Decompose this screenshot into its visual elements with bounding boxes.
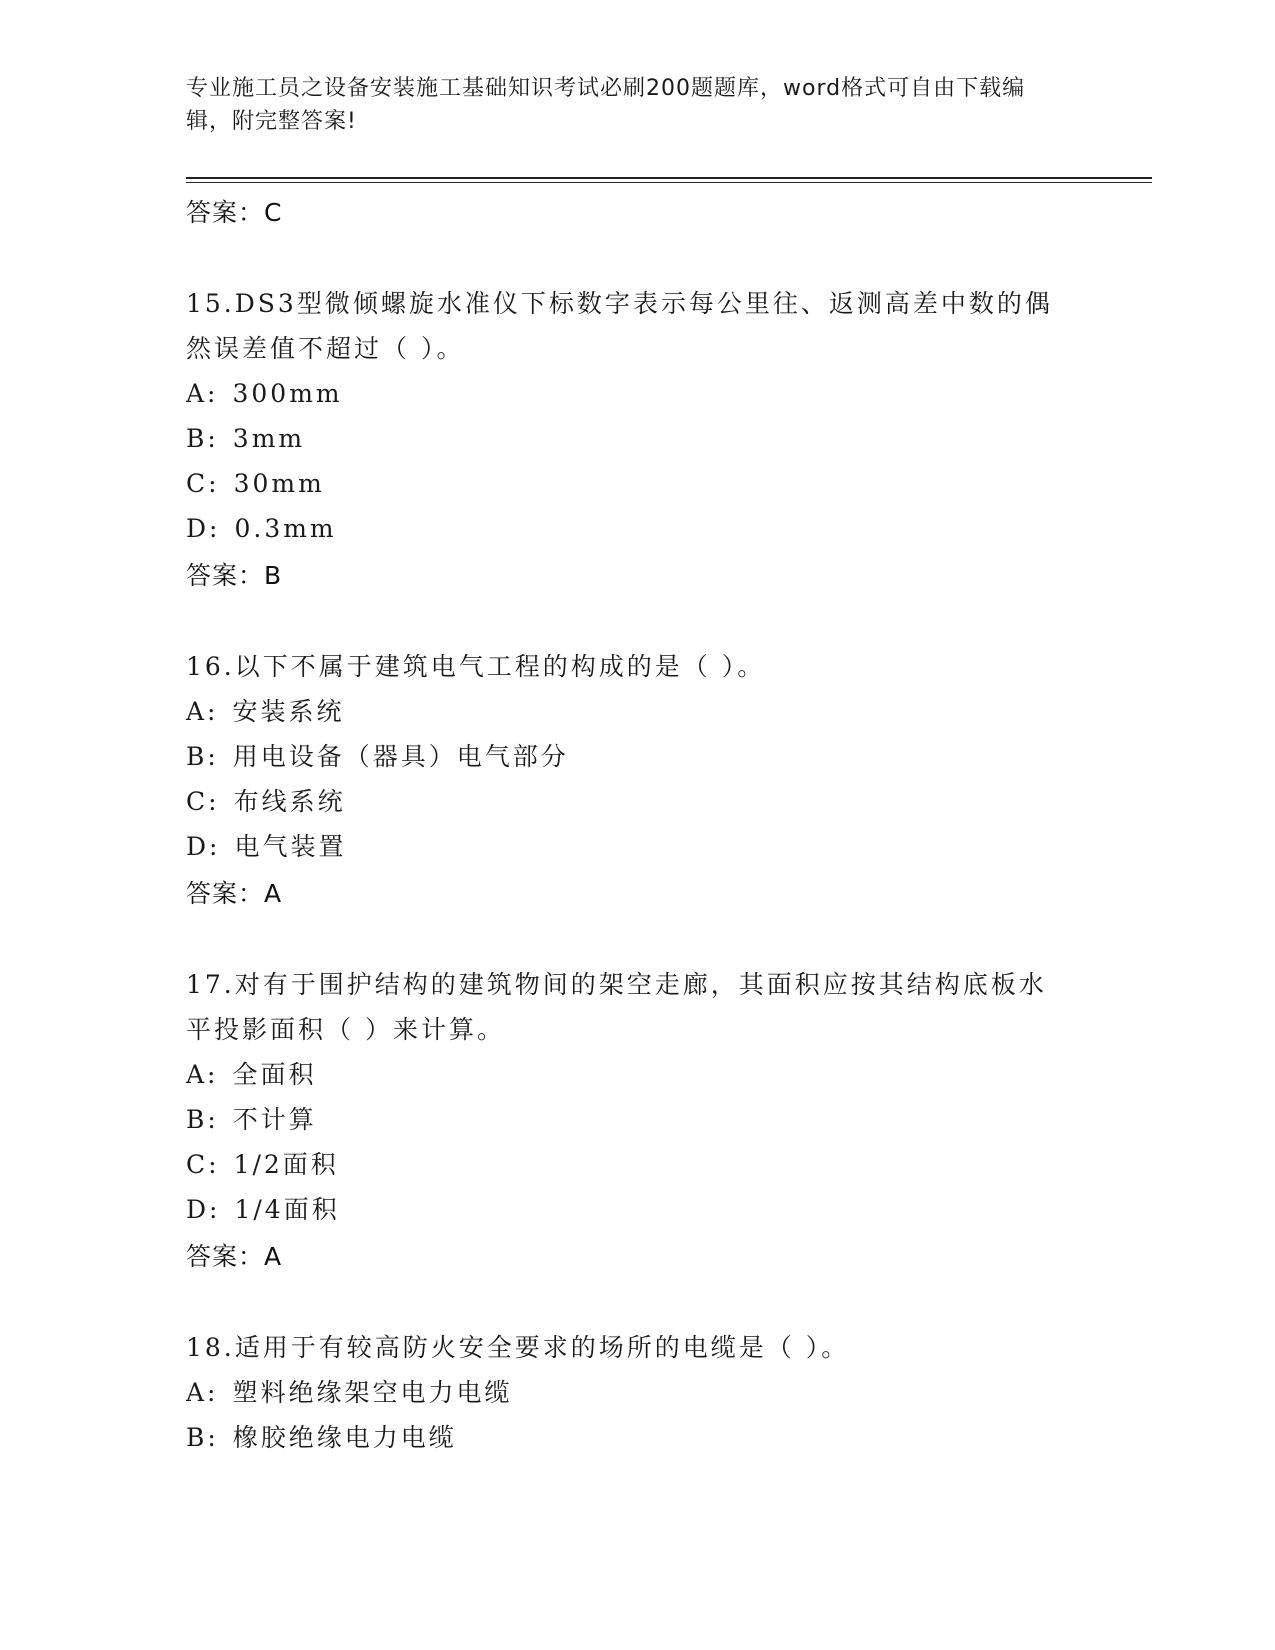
option-letter: B: [186,1105,219,1134]
option-b [186,1415,1086,1460]
option-letter: D: [186,1195,221,1224]
option-letter: A: [186,697,219,726]
document-header: 专业施工员之设备安装施工基础知识考试必刷200题题库，word格式可自由下载编辑，附完整答案! [186,76,1026,134]
option-text: 0.3mm [234,514,337,543]
question-17 [186,962,1086,1280]
option-text: 安装系统 [232,697,345,726]
question-15 [186,281,1086,599]
option-letter: A: [186,379,219,408]
option-c [186,461,1086,506]
option-text: 1/2面积 [233,1150,339,1179]
option-text: 塑料绝缘架空电力电缆 [232,1378,513,1407]
answer: 答案：B [186,561,283,590]
answer: 答案：A [186,879,283,908]
option-letter: B: [186,424,219,453]
answer: 答案：A [186,1242,283,1271]
option-a [186,1052,1086,1097]
option-letter: A: [186,1378,219,1407]
header-rule [186,177,1152,179]
option-text: 橡胶绝缘电力电缆 [232,1423,457,1452]
question-stem: 15.DS3型微倾螺旋水准仪下标数字表示每公里往、返测高差中数的偶然误差值不超过（ ）。 [186,289,1053,363]
option-a [186,371,1086,416]
option-letter: C: [186,787,220,816]
option-a [186,689,1086,734]
option-b [186,416,1086,461]
option-b [186,734,1086,779]
header-rule-thin [186,182,1152,183]
option-letter: C: [186,469,220,498]
question-stem: 17.对有于围护结构的建筑物间的架空走廊，其面积应按其结构底板水平投影面积（ ）来计算。 [186,970,1047,1044]
option-c [186,779,1086,824]
question-18 [186,1325,1086,1460]
option-letter: D: [186,832,221,861]
option-text: 1/4面积 [234,1195,340,1224]
option-d [186,1187,1086,1232]
option-text: 3mm [232,424,306,453]
option-c [186,1142,1086,1187]
question-stem: 16.以下不属于建筑电气工程的构成的是（ ）。 [186,652,766,681]
option-letter: D: [186,514,221,543]
option-text: 用电设备（器具）电气部分 [232,742,569,771]
option-text: 300mm [232,379,343,408]
option-letter: B: [186,1423,219,1452]
option-text: 全面积 [232,1060,317,1089]
option-d [186,824,1086,869]
option-text: 30mm [233,469,325,498]
option-letter: B: [186,742,219,771]
option-b [186,1097,1086,1142]
option-d [186,506,1086,551]
option-text: 不计算 [232,1105,317,1134]
option-text: 电气装置 [234,832,347,861]
option-text: 布线系统 [233,787,346,816]
previous-answer: 答案：C [186,198,283,227]
question-16 [186,644,1086,917]
question-stem: 18.适用于有较高防火安全要求的场所的电缆是（ ）。 [186,1333,850,1362]
option-letter: A: [186,1060,219,1089]
option-letter: C: [186,1150,220,1179]
option-a [186,1370,1086,1415]
question-list [186,186,1086,1460]
